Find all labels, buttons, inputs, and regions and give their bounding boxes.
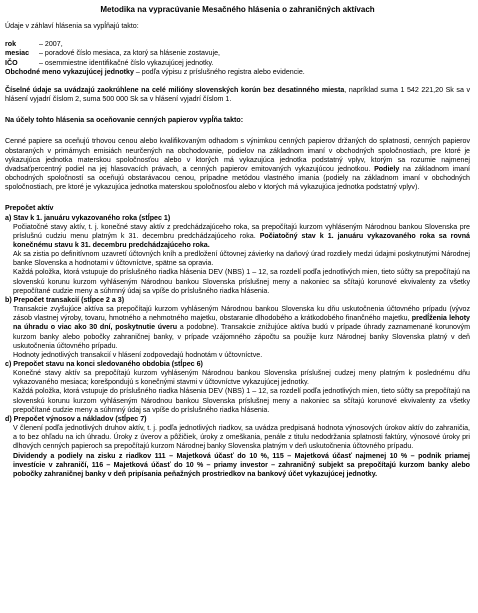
subsection-b-text-2: Hodnoty jednotlivých transakcií v hlásení zodpovedajú hodnotám v účtovníctve. (13, 350, 263, 359)
section-heading-ucely: Na účely tohto hlásenia sa oceňovanie cenných papierov vypĺňa takto: (5, 116, 244, 125)
subsection-heading-a: a) Stav k 1. januáru vykazovaného roka (stĺpec 1) (5, 213, 171, 222)
spacer (5, 77, 470, 86)
field-definition (5, 40, 470, 49)
spacer (5, 31, 470, 40)
field-definition (5, 49, 470, 58)
subsection-b-text-1 (5, 305, 470, 351)
subsection-heading-d: d) Prepočet výnosov a nákladov (stĺpec 7) (5, 414, 147, 423)
page-title: Metodika na vypracúvanie Mesačného hlásenia o zahraničných aktívach (100, 5, 375, 14)
subsection-c-text-1: Konečné stavy aktív sa prepočítajú kurzom vyhláseným Národnou bankou Slovenska príslušnej cudzej meny platným k poslednému dňu vykazovaného mesiaca; korešpondujú s konečnými stavmi v účtovníctve vykazujúcej jednotky. (13, 369, 470, 387)
a-text: Počiatočné stavy aktív, t. j. konečné stavy aktív z predchádzajúceho roka, sa prepočítajú kurzom vyhláseným Národnou bankou Slovenska pre príslušnú cudziu menu platným k 31. decembru predchádzajúceho roka. (13, 222, 470, 240)
subsection-heading-b: b) Prepočet transakcií (stĺpce 2 a 3) (5, 295, 125, 304)
intro-line: Údaje v záhlaví hlásenia sa vypĺňajú takto: (5, 22, 139, 31)
b-text: Transakcie zvyšujúce aktíva sa prepočítajú kurzom vyhláseným Národnou bankou Slovenska ku dňu uskutočnenia účtovného prípadu (vývoz zásob vlastnej výroby, tovaru, hmotného a nehmotného majetku, obstaranie dlhodobého a krátkodobého finančného majetku, (13, 305, 470, 323)
obchodne-meno-label: Obchodné meno vykazujúcej jednotky (5, 67, 134, 76)
cenne-bold: Podiely (374, 164, 400, 173)
subsection-a-text-1 (5, 223, 470, 250)
field-definition (5, 59, 470, 68)
cenne-papiere-paragraph (5, 137, 470, 192)
obchodne-meno-line (5, 68, 470, 77)
subsection-a-text-2: Ak sa zistia po definitívnom uzavretí účtovných kníh a predložení účtovnej závierky na daňový úrad rozdiely medzi údajmi poskytnutými Národnej banke Slovenska a hodnotami v účtovníctve, spätne sa opravia. (13, 250, 470, 268)
b-text-2: a podobne). Transakcie znižujúce aktíva budú v prípade úhrady zaznamenané korunovým kurzom banky alebo pobočky zahraničnej banky, v prípade vzájomného zápočtu sa použije kurz Národnej banky Slovenska platný v deň uskutočnenia účtovného prípadu. (13, 323, 470, 350)
field-key: IČO (5, 58, 18, 67)
a-bold: Počiatočný stav k 1. januáru vykazovaného roka sa rovná konečnému stavu k 31. decembru predchádzajúceho roka. (13, 231, 470, 249)
spacer (5, 192, 470, 204)
spacer (5, 104, 470, 116)
field-value: – poradové číslo mesiaca, za ktorý sa hlásenie zostavuje, (39, 49, 220, 58)
cenne-text-2: na základnom imaní obchodných spoločností sa oceňujú obstarávacou cenou, prípadne metódou vlastného imania (podiely na základnom imaní v obchodných spoločnostiach, pre ktoré je vykazujúca jednotka materskou spoločnosťou alebo v ktorých má vykazujúca jednotka podstatný vplyv). (5, 164, 470, 192)
cenne-text-1: Cenné papiere sa oceňujú trhovou cenou alebo kvalifikovaným odhadom s výnimkou cenných papierov držaných do splatnosti, cenných papierov obstaraných v primárnych emisiách neurčených na obchodovanie, podielov na základnom imaní v obchodných spoločnostiach, pre ktoré je vykazujúca jednotka materskou spoločnosťou alebo v ktorých má vykazujúca jednotka podstatný vplyv, ktorým sa rozumie najmenej dvadsaťpercentný podiel na jej hlasovacích právach, a cenných papierov emitovaných vykazujúcou jednotkou. (5, 137, 470, 173)
subsection-c-text-2: Každá položka, ktorá vstupuje do príslušného riadka hlásenia DEV (NBS) 1 – 12, sa rozdelí podľa jednotlivých mien, tieto súčty sa prepočítajú na slovenskú korunu kurzom vyhláseným Národnou bankou Slovenska príslušnej meny a nakoniec sa sčítajú korunové ekvivalenty za všetky prepočítané cudzie meny a súhrnný údaj sa vpíše do príslušného riadka hlásenia. (13, 387, 470, 414)
ciselne-bold: Číselné údaje sa uvádzajú zaokrúhlene na celé milióny slovenských korún bez desatinného miesta (5, 85, 345, 94)
field-value: – 2007, (39, 40, 63, 49)
subsection-a-text-3: Každá položka, ktorá vstupuje do príslušného riadka hlásenia DEV (NBS) 1 – 12, sa rozdelí podľa jednotlivých mien, tieto súčty sa prepočítajú na slovenskú korunu kurzom vyhláseným Národnou bankou Slovenska príslušnej meny a nakoniec sa sčítajú korunové ekvivalenty za všetky prepočítané cudzie meny a súhrnný údaj sa vpíše do príslušného riadka hlásenia. (13, 268, 470, 295)
ciselne-text: , napríklad suma 1 542 221,20 Sk sa v hlásení vyjadrí číslom 2, suma 500 000 Sk sa v hlásení vyjadrí číslom 1. (5, 85, 470, 104)
b-bold: predĺženia lehoty na úhradu o viac ako 30 dní, poskytnutie úveru (13, 314, 470, 332)
obchodne-meno-text: – podľa výpisu z príslušného registra alebo evidencie. (133, 67, 305, 76)
subsection-d-text-2: Dividendy a podiely na zisku z riadkov 111 – Majetková účasť do 10 %, 115 – Majetková účasť najmenej 10 % – podnik priamej investície v zahraničí, 116 – Majetková účasť do 10 % – priamy investor – zahraničný subjekt sa prepočítajú kurzom banky alebo pobočky zahraničnej banky v deň pripísania peňažných prostriedkov na bankový účet vykazujúcej jednotky. (13, 451, 470, 478)
field-value: – osemmiestne identifikačné číslo vykazujúcej jednotky. (39, 58, 214, 67)
spacer (5, 125, 470, 137)
section-heading-prepocet: Prepočet aktív (5, 204, 54, 213)
field-key: mesiac (5, 49, 30, 58)
subsection-heading-c: c) Prepočet stavu na konci sledovaného obdobia (stĺpec 6) (5, 360, 203, 368)
ciselne-udaje-paragraph (5, 86, 470, 104)
subsection-d-text-1: V členení podľa jednotlivých druhov aktív, t. j. podľa jednotlivých riadkov, sa uvádza predpisaná hodnota výnosových úrokov aktív do zahraničia, a to bez ohľadu na ich úhradu. Úroky z úverov a pôžičiek, úroky z omeškania, penále z titulu nedodržania splatnosti faktúry, výnosové úroky pri dlhových cenných papieroch sa prepočítajú kurzom Národnej banky Slovenska platným v deň uskutočnenia účtovného prípadu. (13, 424, 470, 451)
field-key: rok (5, 40, 17, 49)
